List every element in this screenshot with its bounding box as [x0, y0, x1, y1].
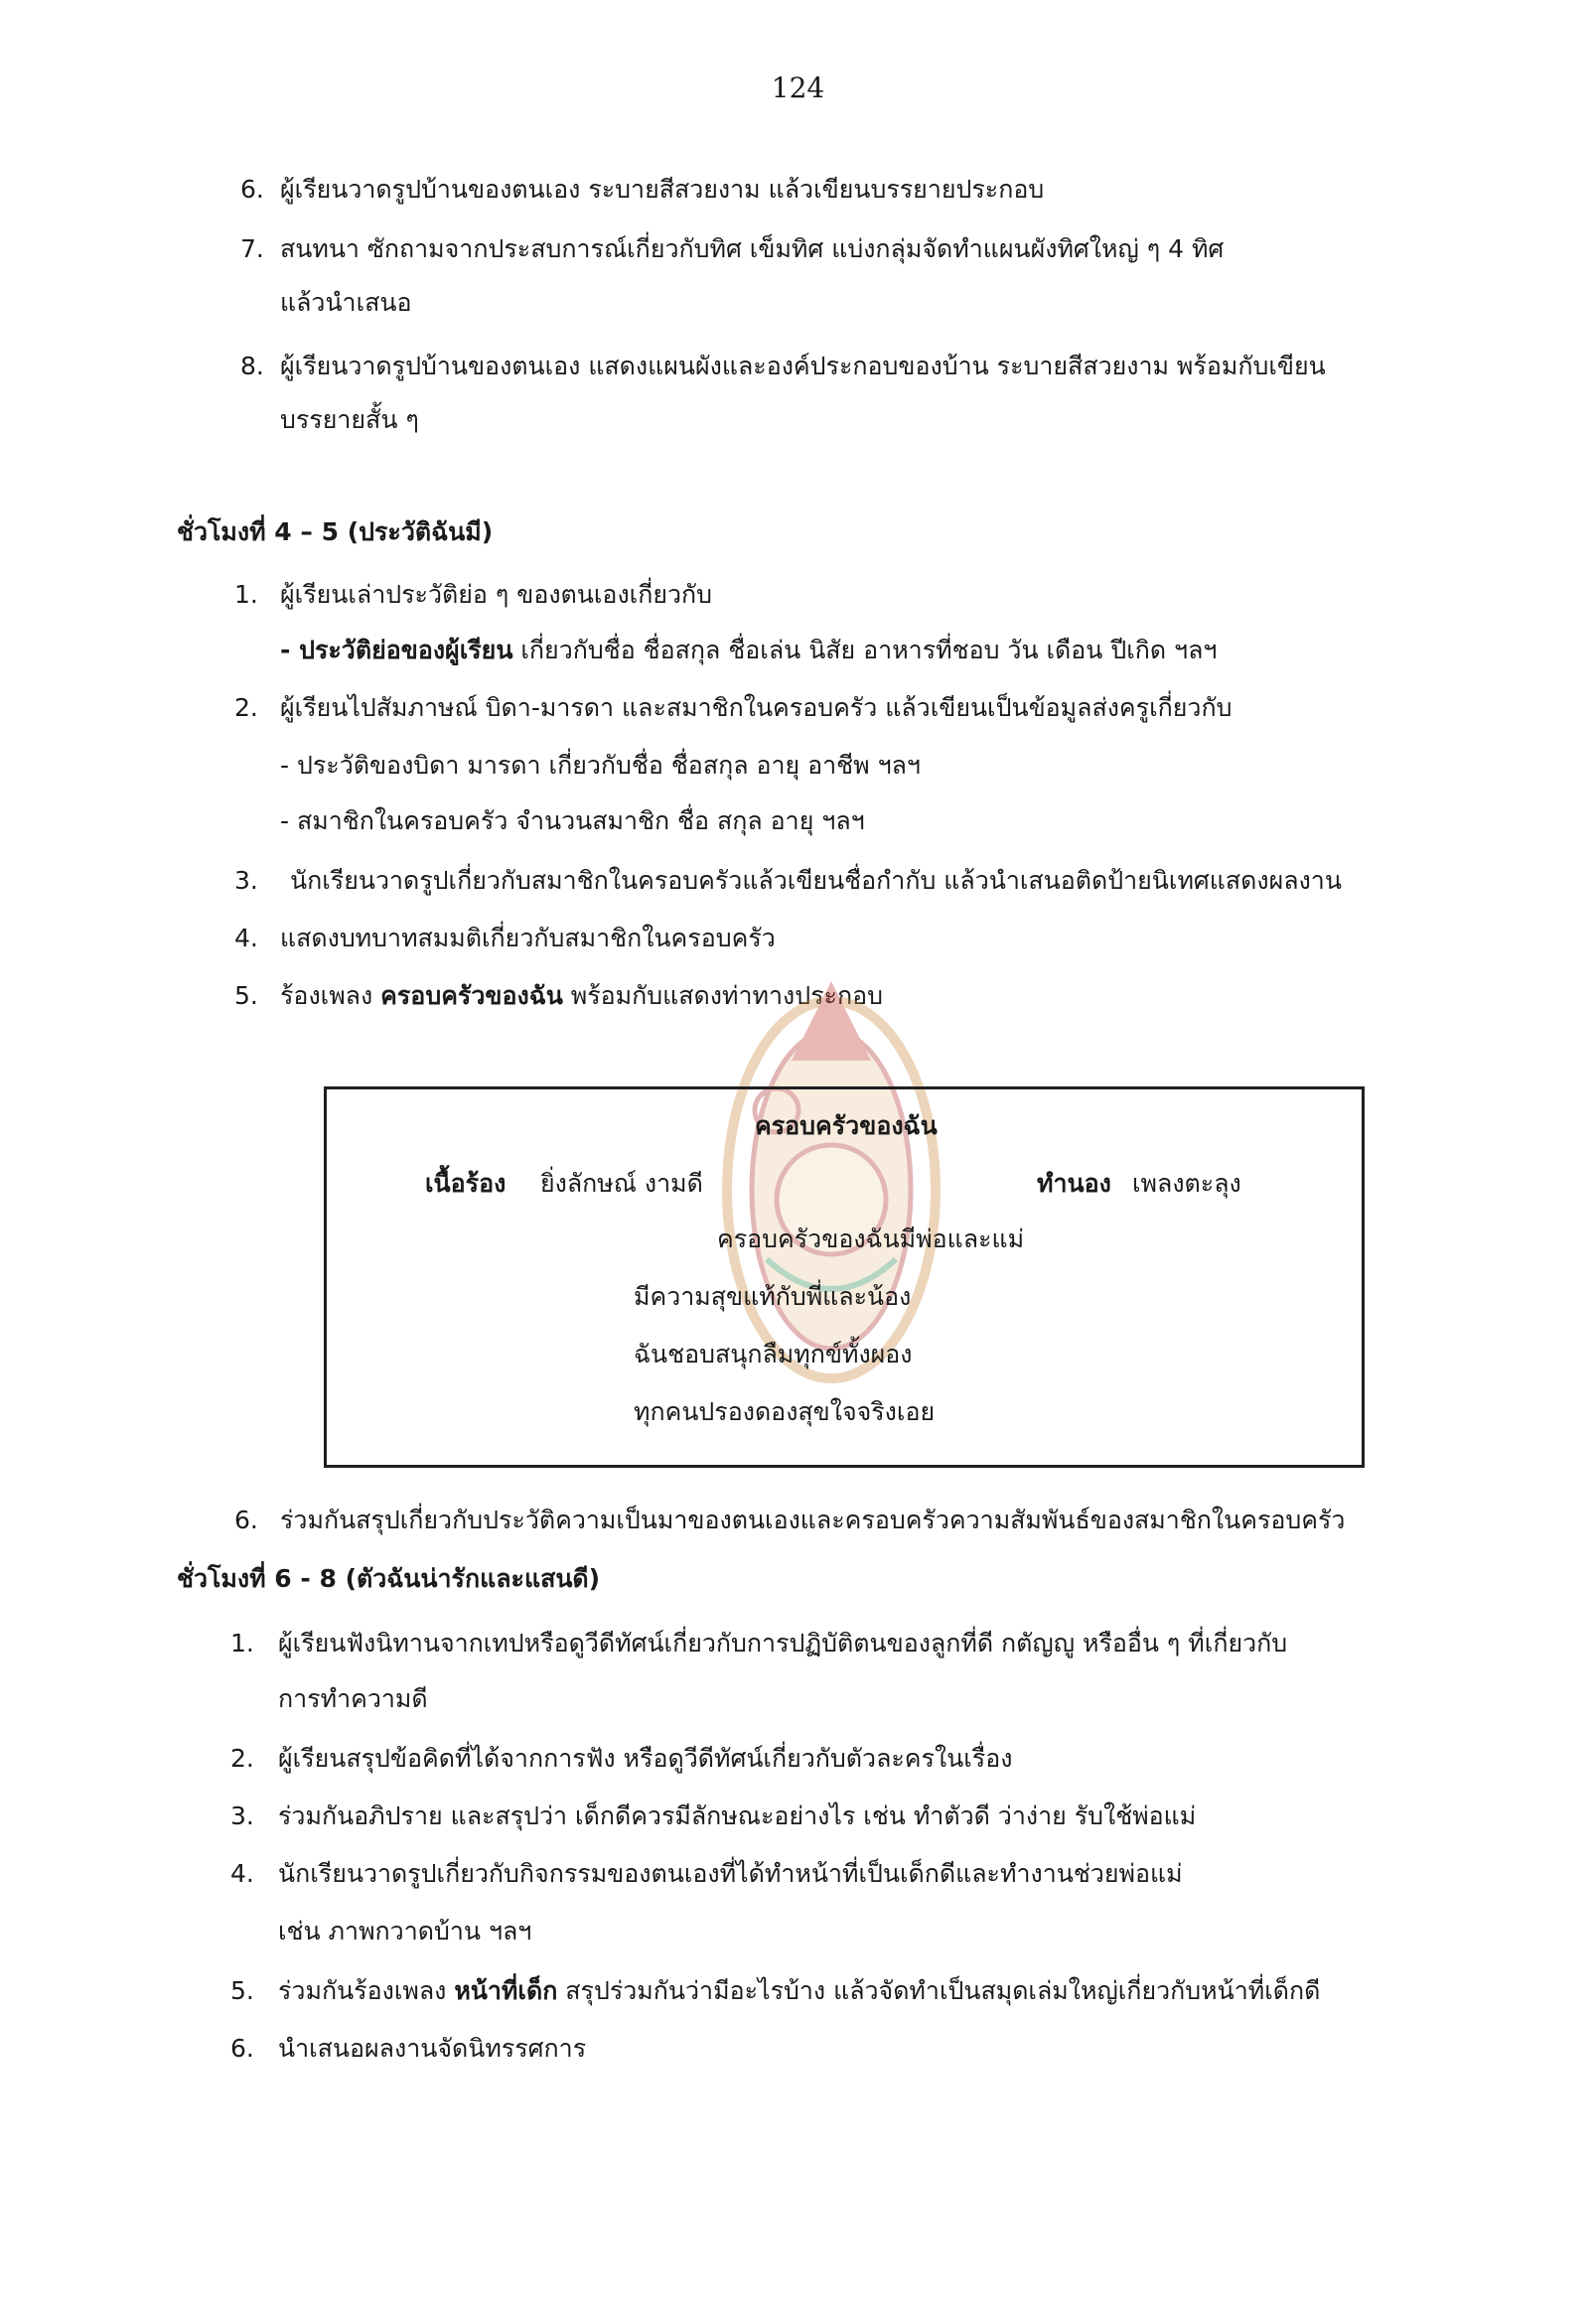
item-text-post: สรุปร่วมกันว่ามีอะไรบ้าง แล้วจัดทำเป็นสมุดเล่มใหญ่เกี่ยวกับหน้าที่เด็กดี — [557, 1976, 1321, 2005]
melody-label: ทำนอง — [1037, 1169, 1111, 1198]
list-item-text: ร่วมกันสรุปเกี่ยวกับประวัติความเป็นมาของตนเองและครอบครัวความสัมพันธ์ของสมาชิกในครอบครัว — [280, 1506, 1346, 1534]
list-item-continuation: แล้วนำเสนอ — [280, 288, 412, 317]
list-item-text: ผู้เรียนฟังนิทานจากเทปหรือดูวีดีทัศน์เกี่ยวกับการปฏิบัติตนของลูกที่ดี กตัญญู หรืออื่น ๆ ที่เกี่ยวกับ — [278, 1629, 1288, 1657]
list-item-text: ผู้เรียนวาดรูปบ้านของตนเอง แสดงแผนผังและองค์ประกอบของบ้าน ระบายสีสวยงาม พร้อมกับเขียน — [280, 352, 1326, 380]
list-item-text: แสดงบทบาทสมมติเกี่ยวกับสมาชิกในครอบครัว — [280, 924, 776, 952]
list-item-text: ผู้เรียนเล่าประวัติย่อ ๆ ของตนเองเกี่ยวกับ — [280, 580, 713, 609]
item-number: 2. — [230, 1744, 254, 1773]
list-item-text — [278, 1976, 1320, 2006]
song-lyric-line: ฉันชอบสนุกลืมทุกข์ทั้งผอง — [634, 1340, 913, 1368]
item-number: 5. — [234, 981, 258, 1010]
melody-name: เพลงตะลุง — [1132, 1169, 1241, 1198]
item-number: 6. — [234, 1506, 258, 1534]
subitem-text: เกี่ยวกับชื่อ ชื่อสกุล ชื่อเล่น นิสัย อาหารที่ชอบ วัน เดือน ปีเกิด ฯลฯ — [512, 636, 1218, 664]
subitem-bold-label: - ประวัติย่อของผู้เรียน — [280, 636, 513, 664]
lyricist-name: ยิ่งลักษณ์ งามดี — [540, 1169, 703, 1198]
list-item-text: สนทนา ซักถามจากประสบการณ์เกี่ยวกับทิศ เข็มทิศ แบ่งกลุ่มจัดทำแผนผังทิศใหญ่ ๆ 4 ทิศ — [280, 234, 1225, 263]
item-number: 4. — [230, 1859, 254, 1888]
song-lyric-line: ครอบครัวของฉันมีพ่อและแม่ — [717, 1224, 1025, 1253]
item-number: 6. — [230, 2034, 254, 2063]
list-item-text: ร่วมกันอภิปราย และสรุปว่า เด็กดีควรมีลักษณะอย่างไร เช่น ทำตัวดี ว่าง่าย รับใช้พ่อแม่ — [278, 1801, 1197, 1830]
list-item-text: นักเรียนวาดรูปเกี่ยวกับกิจกรรมของตนเองที่ได้ทำหน้าที่เป็นเด็กดีและทำงานช่วยพ่อแม่ — [278, 1859, 1183, 1888]
item-number: 4. — [234, 924, 258, 952]
item-text-post: พร้อมกับแสดงท่าทางประกอบ — [562, 981, 883, 1010]
list-item-text: นักเรียนวาดรูปเกี่ยวกับสมาชิกในครอบครัวแล้วเขียนชื่อกำกับ แล้วนำเสนอติดป้ายนิเทศแสดงผลงาน — [290, 866, 1342, 895]
page-number: 124 — [771, 72, 825, 104]
list-subitem — [280, 636, 1217, 665]
song-lyric-line: มีความสุขแท้กับพี่และน้อง — [634, 1282, 912, 1311]
song-title: ครอบครัวของฉัน — [755, 1111, 938, 1140]
list-item-continuation: บรรยายสั้น ๆ — [280, 405, 419, 434]
item-text-pre: ร้องเพลง — [280, 981, 381, 1010]
list-subitem: - ประวัติของบิดา มารดา เกี่ยวกับชื่อ ชื่อสกุล อายุ อาชีพ ฯลฯ — [280, 751, 921, 780]
list-item-text: ผู้เรียนสรุปข้อคิดที่ได้จากการฟัง หรือดูวีดีทัศน์เกี่ยวกับตัวละครในเรื่อง — [278, 1744, 1013, 1773]
item-number: 3. — [234, 866, 258, 895]
item-number: 8. — [240, 352, 264, 380]
item-number: 1. — [234, 580, 258, 609]
item-number: 5. — [230, 1976, 254, 2005]
list-item-text: นำเสนอผลงานจัดนิทรรศการ — [278, 2034, 587, 2063]
song-title-inline: ครอบครัวของฉัน — [380, 981, 563, 1010]
lyricist-label: เนื้อร้อง — [425, 1169, 507, 1198]
section-heading: ชั่วโมงที่ 6 - 8 (ตัวฉันน่ารักและแสนดี) — [177, 1564, 601, 1593]
item-number: 3. — [230, 1801, 254, 1830]
item-number: 2. — [234, 693, 258, 722]
item-number: 1. — [230, 1629, 254, 1657]
song-title-inline: หน้าที่เด็ก — [454, 1976, 558, 2005]
list-item-text: ผู้เรียนไปสัมภาษณ์ บิดา-มารดา และสมาชิกในครอบครัว แล้วเขียนเป็นข้อมูลส่งครูเกี่ยวกับ — [280, 693, 1233, 722]
list-item-continuation: เช่น ภาพกวาดบ้าน ฯลฯ — [278, 1917, 532, 1945]
item-number: 6. — [240, 175, 264, 204]
song-lyric-line: ทุกคนปรองดองสุขใจจริงเอย — [634, 1397, 936, 1426]
item-number: 7. — [240, 234, 264, 263]
list-item-continuation: การทำความดี — [278, 1684, 428, 1713]
list-subitem: - สมาชิกในครอบครัว จำนวนสมาชิก ชื่อ สกุล อายุ ฯลฯ — [280, 806, 865, 835]
list-item-text — [280, 981, 883, 1011]
item-text-pre: ร่วมกันร้องเพลง — [278, 1976, 455, 2005]
section-heading: ชั่วโมงที่ 4 – 5 (ประวัติฉันมี) — [177, 517, 494, 546]
list-item-text: ผู้เรียนวาดรูปบ้านของตนเอง ระบายสีสวยงาม แล้วเขียนบรรยายประกอบ — [280, 175, 1045, 204]
